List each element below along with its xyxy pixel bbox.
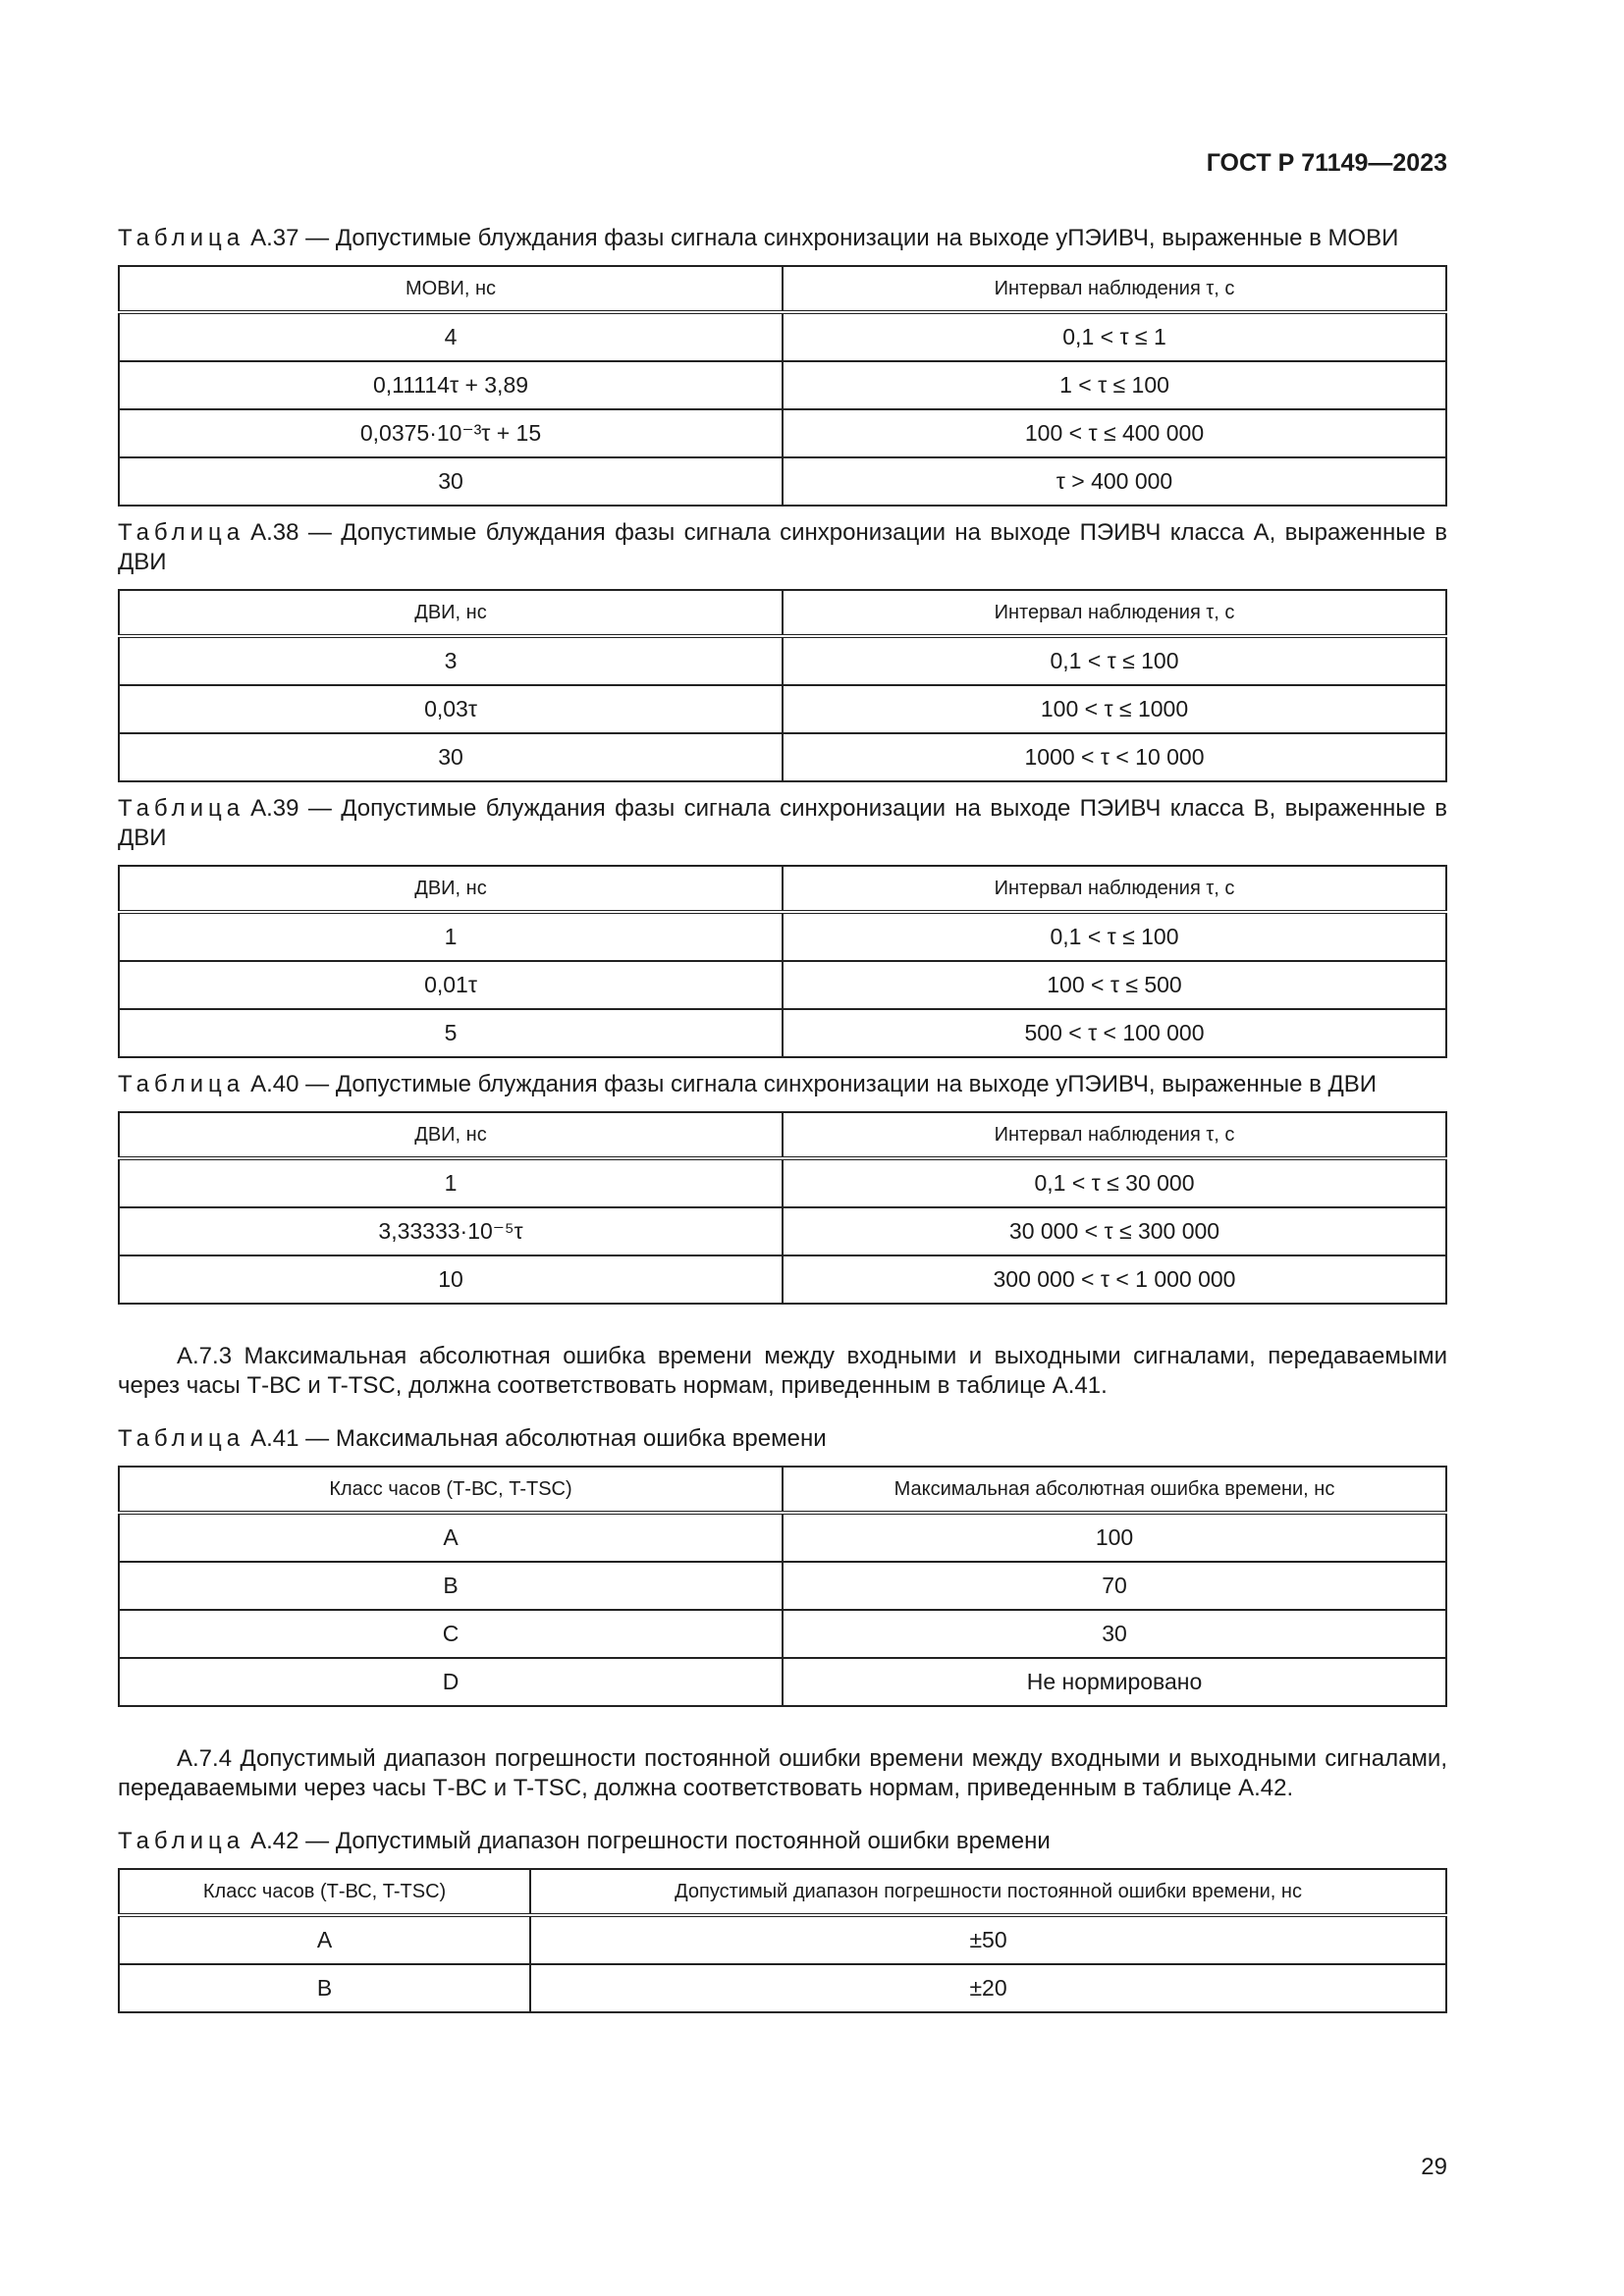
table-cell: B [119,1964,530,2012]
table-row [119,1255,1446,1304]
table-caption-text: А.39 — Допустимые блуждания фазы сигнала синхронизации на выходе ПЭИВЧ класса В, выраженные в ДВИ [118,795,1447,851]
table-header-cell: Максимальная абсолютная ошибка времени, нс [783,1467,1446,1513]
table-caption [118,1827,1447,1856]
table-a40 [118,1111,1447,1305]
table-cell: 0,03τ [119,685,783,733]
table-cell: 0,0375·10⁻³τ + 15 [119,409,783,457]
table-caption-text: А.41 — Максимальная абсолютная ошибка времени [250,1425,827,1452]
table-cell: 1 [119,1158,783,1207]
paragraph-a74: А.7.4 Допустимый диапазон погрешности постоянной ошибки времени между входными и выходными сигналами, передаваемыми через часы Т-ВС и T-TSC, должна соответствовать нормам, приведенным в таблице А.42. [118,1745,1447,1801]
table-cell: 0,1 < τ ≤ 1 [783,312,1446,361]
table-row [119,1562,1446,1610]
table-header-cell: Интервал наблюдения τ, с [783,266,1446,312]
table-label: Таблица [118,225,245,251]
table-header-cell: Класс часов (Т-ВС, T-TSC) [119,1467,783,1513]
table-caption-text: А.38 — Допустимые блуждания фазы сигнала синхронизации на выходе ПЭИВЧ класса А, выраженные в ДВИ [118,519,1447,575]
table-header-cell: ДВИ, нс [119,866,783,912]
table-row [119,361,1446,409]
table-cell: 30 [119,733,783,781]
table-cell: 30 [119,457,783,506]
table-caption [118,224,1447,253]
table-cell: 5 [119,1009,783,1057]
table-cell: 10 [119,1255,783,1304]
table-cell: Не нормировано [783,1658,1446,1706]
table-caption [118,794,1447,853]
table-cell: 3,33333·10⁻⁵τ [119,1207,783,1255]
table-cell: 4 [119,312,783,361]
table-cell: ±20 [530,1964,1446,2012]
table-cell: 300 000 < τ < 1 000 000 [783,1255,1446,1304]
table-label: Таблица [118,1828,245,1854]
table-row [119,457,1446,506]
table-header-cell: ДВИ, нс [119,1112,783,1158]
table-cell: 70 [783,1562,1446,1610]
table-label: Таблица [118,519,245,546]
table-cell: 1 < τ ≤ 100 [783,361,1446,409]
table-cell: D [119,1658,783,1706]
table-cell: 500 < τ < 100 000 [783,1009,1446,1057]
table-label: Таблица [118,795,245,822]
table-header-cell: Интервал наблюдения τ, с [783,590,1446,636]
table-cell: 30 [783,1610,1446,1658]
table-a37 [118,265,1447,507]
table-a41 [118,1466,1447,1707]
table-label: Таблица [118,1071,245,1097]
table-a39 [118,865,1447,1058]
table-caption [118,1424,1447,1454]
table-a38 [118,589,1447,782]
table-caption-text: А.40 — Допустимые блуждания фазы сигнала синхронизации на выходе уПЭИВЧ, выраженные в ДВИ [250,1071,1378,1097]
table-cell: B [119,1562,783,1610]
standard-code: ГОСТ Р 71149—2023 [1206,149,1447,177]
table-cell: 0,1 < τ ≤ 100 [783,636,1446,685]
table-cell: 1 [119,912,783,961]
paragraph-a73: А.7.3 Максимальная абсолютная ошибка времени между входными и выходными сигналами, передаваемыми через часы Т-ВС и T-TSC, должна соответствовать нормам, приведенным в таблице А.41. [118,1343,1447,1399]
table-header-cell: Класс часов (Т-ВС, T-TSC) [119,1869,530,1915]
table-row [119,1207,1446,1255]
table-row [119,912,1446,961]
table-header-cell: Интервал наблюдения τ, с [783,866,1446,912]
table-caption [118,518,1447,577]
table-header-cell: Интервал наблюдения τ, с [783,1112,1446,1158]
table-cell: τ > 400 000 [783,457,1446,506]
table-caption [118,1070,1447,1099]
table-cell: A [119,1915,530,1964]
table-cell: A [119,1513,783,1562]
table-cell: 30 000 < τ ≤ 300 000 [783,1207,1446,1255]
table-cell: 100 < τ ≤ 400 000 [783,409,1446,457]
table-row [119,1009,1446,1057]
table-cell: 0,1 < τ ≤ 30 000 [783,1158,1446,1207]
table-row [119,1915,1446,1964]
table-row [119,1610,1446,1658]
page-number: 29 [1421,2154,1447,2180]
table-row [119,1513,1446,1562]
table-cell: C [119,1610,783,1658]
table-cell: 0,11114τ + 3,89 [119,361,783,409]
table-row [119,1964,1446,2012]
table-row [119,1658,1446,1706]
table-caption-text: А.37 — Допустимые блуждания фазы сигнала синхронизации на выходе уПЭИВЧ, выраженные в МОВИ [250,225,1399,251]
table-cell: 100 [783,1513,1446,1562]
table-cell: 100 < τ ≤ 1000 [783,685,1446,733]
table-row [119,685,1446,733]
table-cell: 1000 < τ < 10 000 [783,733,1446,781]
table-cell: 3 [119,636,783,685]
table-header-cell: МОВИ, нс [119,266,783,312]
table-row [119,733,1446,781]
table-row [119,961,1446,1009]
table-row [119,1158,1446,1207]
table-cell: ±50 [530,1915,1446,1964]
table-a42 [118,1868,1447,2013]
table-caption-text: А.42 — Допустимый диапазон погрешности постоянной ошибки времени [250,1828,1051,1854]
table-row [119,312,1446,361]
table-header-cell: Допустимый диапазон погрешности постоянной ошибки времени, нс [530,1869,1446,1915]
table-cell: 100 < τ ≤ 500 [783,961,1446,1009]
table-row [119,636,1446,685]
page-content [118,224,1447,2025]
table-row [119,409,1446,457]
table-cell: 0,01τ [119,961,783,1009]
table-label: Таблица [118,1425,245,1452]
table-cell: 0,1 < τ ≤ 100 [783,912,1446,961]
table-header-cell: ДВИ, нс [119,590,783,636]
